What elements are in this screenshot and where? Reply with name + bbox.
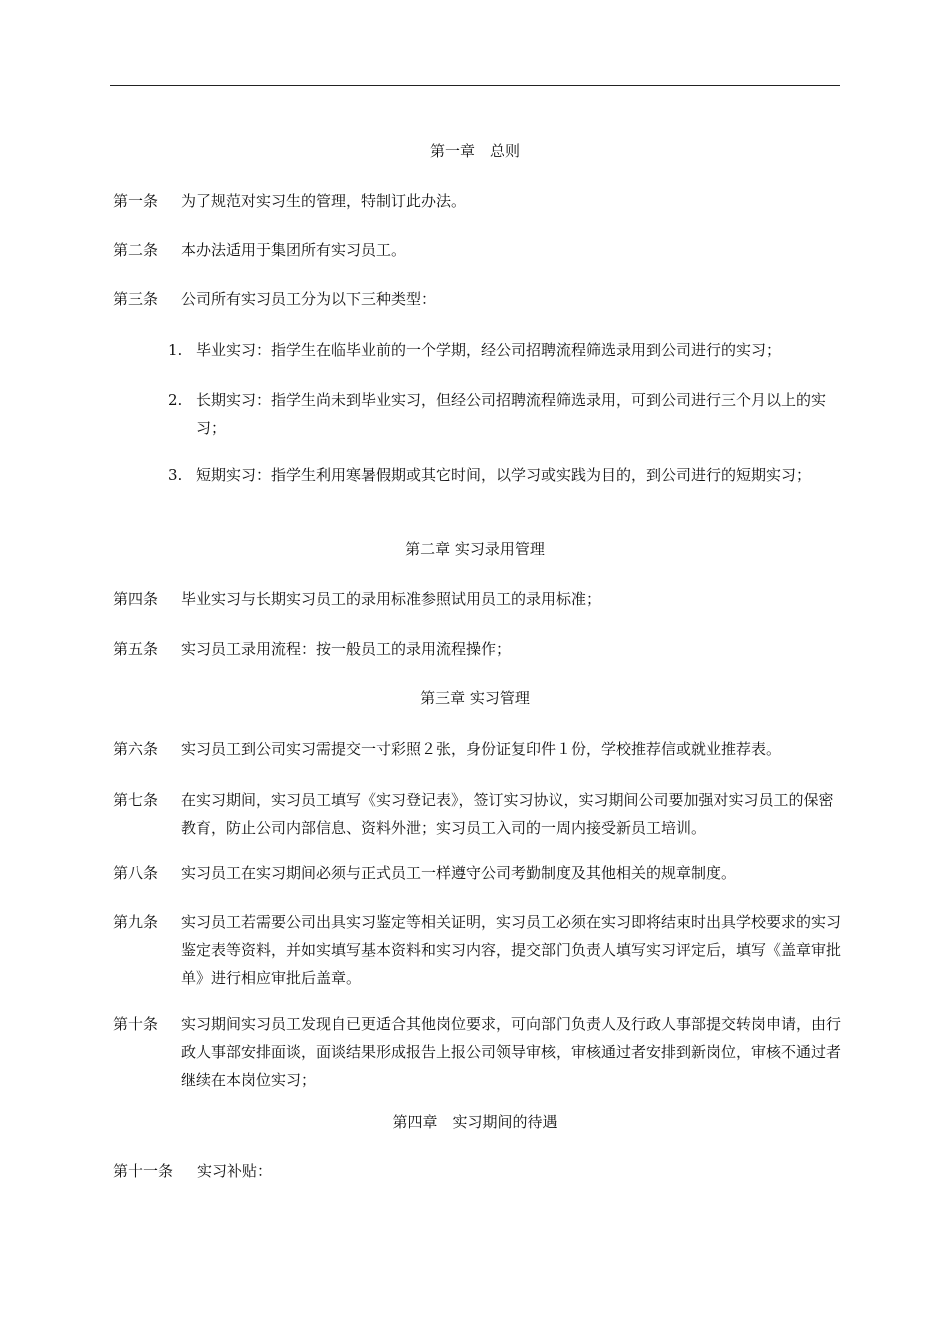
article-text: 在实习期间，实习员工填写《实习登记表》，签订实习协议，实习期间公司要加强对实习员工的保密教育，防止公司内部信息、资料外泄；实习员工入司的一周内接受新员工培训。 bbox=[181, 791, 834, 837]
internship-type-2 bbox=[168, 386, 840, 442]
list-number: 1. bbox=[168, 341, 183, 359]
chapter-2-heading: 第二章 实习录用管理 bbox=[405, 540, 545, 558]
article-9 bbox=[113, 908, 843, 992]
chapter-3-heading: 第三章 实习管理 bbox=[420, 689, 530, 707]
article-label: 第一条 bbox=[113, 192, 159, 210]
article-text: 实习员工到公司实习需提交一寸彩照２张，身份证复印件１份，学校推荐信或就业推荐表。 bbox=[181, 740, 782, 758]
article-8 bbox=[113, 859, 843, 887]
article-text: 实习员工录用流程：按一般员工的录用流程操作； bbox=[181, 640, 512, 658]
chapter-1-heading: 第一章 总则 bbox=[429, 142, 520, 160]
article-10 bbox=[113, 1010, 843, 1094]
article-label: 第五条 bbox=[113, 640, 159, 658]
article-text: 为了规范对实习生的管理，特制订此办法。 bbox=[181, 192, 467, 210]
article-7 bbox=[113, 786, 843, 842]
article-5 bbox=[113, 635, 843, 663]
article-text: 实习员工若需要公司出具实习鉴定等相关证明，实习员工必须在实习即将结束时出具学校要求的实习鉴定表等资料，并如实填写基本资料和实习内容，提交部门负责人填写实习评定后，填写《盖章审批单》进行相应审批后盖章。 bbox=[181, 913, 842, 987]
article-text: 实习补贴： bbox=[197, 1162, 273, 1180]
article-label: 第二条 bbox=[113, 241, 159, 259]
article-label: 第六条 bbox=[113, 740, 159, 758]
article-text: 公司所有实习员工分为以下三种类型： bbox=[181, 290, 437, 308]
article-text: 毕业实习与长期实习员工的录用标准参照试用员工的录用标准； bbox=[181, 590, 602, 608]
article-label: 第四条 bbox=[113, 590, 159, 608]
list-text: 毕业实习：指学生在临毕业前的一个学期，经公司招聘流程筛选录用到公司进行的实习； bbox=[196, 341, 782, 359]
header-rule bbox=[110, 85, 840, 86]
article-text: 本办法适用于集团所有实习员工。 bbox=[181, 241, 407, 259]
article-1 bbox=[113, 187, 843, 215]
internship-type-3 bbox=[168, 461, 840, 489]
article-label: 第十一条 bbox=[113, 1162, 174, 1180]
article-3 bbox=[113, 285, 843, 313]
article-2 bbox=[113, 236, 843, 264]
list-number: 3. bbox=[168, 466, 183, 484]
list-text: 短期实习：指学生利用寒暑假期或其它时间，以学习或实践为目的，到公司进行的短期实习； bbox=[196, 466, 812, 484]
article-6 bbox=[113, 735, 843, 763]
article-label: 第八条 bbox=[113, 864, 159, 882]
article-label: 第九条 bbox=[113, 913, 159, 931]
list-text: 长期实习：指学生尚未到毕业实习，但经公司招聘流程筛选录用，可到公司进行三个月以上的实习； bbox=[196, 391, 827, 437]
article-label: 第三条 bbox=[113, 290, 159, 308]
article-label: 第七条 bbox=[113, 791, 159, 809]
article-text: 实习期间实习员工发现自已更适合其他岗位要求，可向部门负责人及行政人事部提交转岗申请，由行政人事部安排面谈，面谈结果形成报告上报公司领导审核，审核通过者安排到新岗位，审核不通过者继续在本岗位实习； bbox=[181, 1015, 842, 1089]
list-number: 2. bbox=[168, 391, 183, 409]
chapter-4-heading: 第四章 实习期间的待遇 bbox=[392, 1113, 558, 1131]
article-label: 第十条 bbox=[113, 1015, 159, 1033]
article-11 bbox=[113, 1157, 843, 1185]
article-text: 实习员工在实习期间必须与正式员工一样遵守公司考勤制度及其他相关的规章制度。 bbox=[181, 864, 737, 882]
internship-type-1 bbox=[168, 336, 840, 364]
article-4 bbox=[113, 585, 843, 613]
